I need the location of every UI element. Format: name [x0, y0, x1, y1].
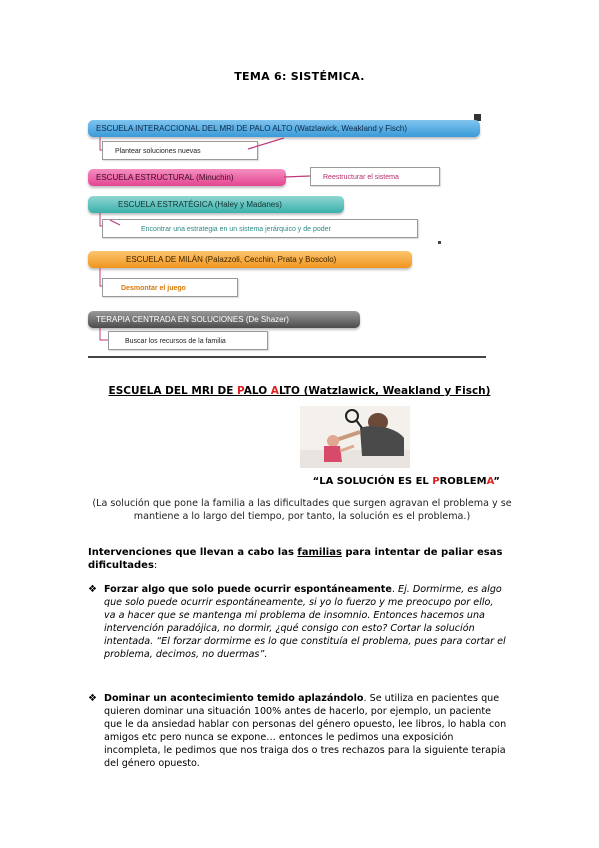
arrow-7: [100, 328, 108, 340]
schools-diagram: [88, 114, 488, 358]
bar-estrategica: ESCUELA ESTRATÉGICA (Haley y Madanes): [88, 196, 344, 213]
page-title: TEMA 6: SISTÉMICA.: [234, 70, 365, 83]
quote-heading: “LA SOLUCIÓN ES EL PROBLEMA”: [312, 476, 500, 487]
box-encontrar-estrategia: Encontrar una estrategia en un sistema jerárquico y de poder: [102, 219, 418, 238]
bullet-item-forzar: ❖ Forzar algo que solo puede ocurrir espontáneamente. Ej. Dormirme, es algo que solo puede ocurrir espontáneamente, si yo lo fuerzo y me preocupo por ello, va a hacer que se mantenga mi problema de insomnio. Entonces hacemos una intervención paradójica, no dormir, ¿qué consigo con esto? Cortar la solución intentada. “El forzar dormirme es lo que constituía el problema, pues para cortar el problema, decimos, no duermas”.: [88, 584, 506, 660]
family-photo: [300, 406, 410, 468]
arrow-4: [100, 213, 102, 226]
bar-estructural: ESCUELA ESTRUCTURAL (Minuchin): [88, 169, 286, 186]
bar-soluciones: TERAPIA CENTRADA EN SOLUCIONES (De Shazer): [88, 311, 360, 328]
arrow-2: [248, 138, 284, 149]
explanation-paragraph: (La solución que pone la familia a las dificultades que surgen agravan el problema y se mantiene a lo largo del tiempo, por tanto, la solución es el problema.): [92, 498, 512, 522]
arrow-3: [284, 176, 310, 177]
arrow-5: [110, 220, 120, 225]
box-desmontar-juego: Desmontar el juego: [102, 278, 238, 297]
bullet-item-dominar: ❖ Dominar un acontecimiento temido aplazándolo. Se utiliza en pacientes que quieren dominar una situación 100% antes de hacerlo, por ejemplo, un paciente que le da ansiedad hablar con personas del género opuesto, lee libros, lo habla con amigos etc pero nunca se expone… entonces le pedimos una exposición incompleta, le pedimos que nos traiga dos o tres rechazos para la siguiente terapia del género opuesto.: [88, 693, 507, 769]
box-plantear-soluciones: Plantear soluciones nuevas: [102, 141, 258, 160]
arrow-6: [100, 268, 102, 286]
diagram-baseline: [88, 356, 486, 358]
diamond-bullet-icon: ❖: [88, 584, 97, 595]
photo-illustration: [300, 406, 410, 468]
arrow-1: [100, 137, 102, 150]
bar-mri-palo-alto: ESCUELA INTERACCIONAL DEL MRI DE PALO ALTO (Watzlawick, Weakland y Fisch): [88, 120, 480, 137]
interventions-heading: Intervenciones que llevan a cabo las familias para intentar de paliar esas dificultades:: [88, 547, 503, 571]
diamond-bullet-icon: ❖: [88, 693, 97, 704]
box-reestructurar: Reestructurar el sistema: [310, 167, 440, 186]
box-buscar-recursos: Buscar los recursos de la familia: [108, 331, 268, 350]
diagram-arrows: [88, 114, 488, 358]
section-heading: ESCUELA DEL MRI DE PALO ALTO (Watzlawick, Weakland y Fisch): [108, 385, 491, 397]
bar-milan: ESCUELA DE MILÁN (Palazzoli, Cecchin, Prata y Boscolo): [88, 251, 412, 268]
